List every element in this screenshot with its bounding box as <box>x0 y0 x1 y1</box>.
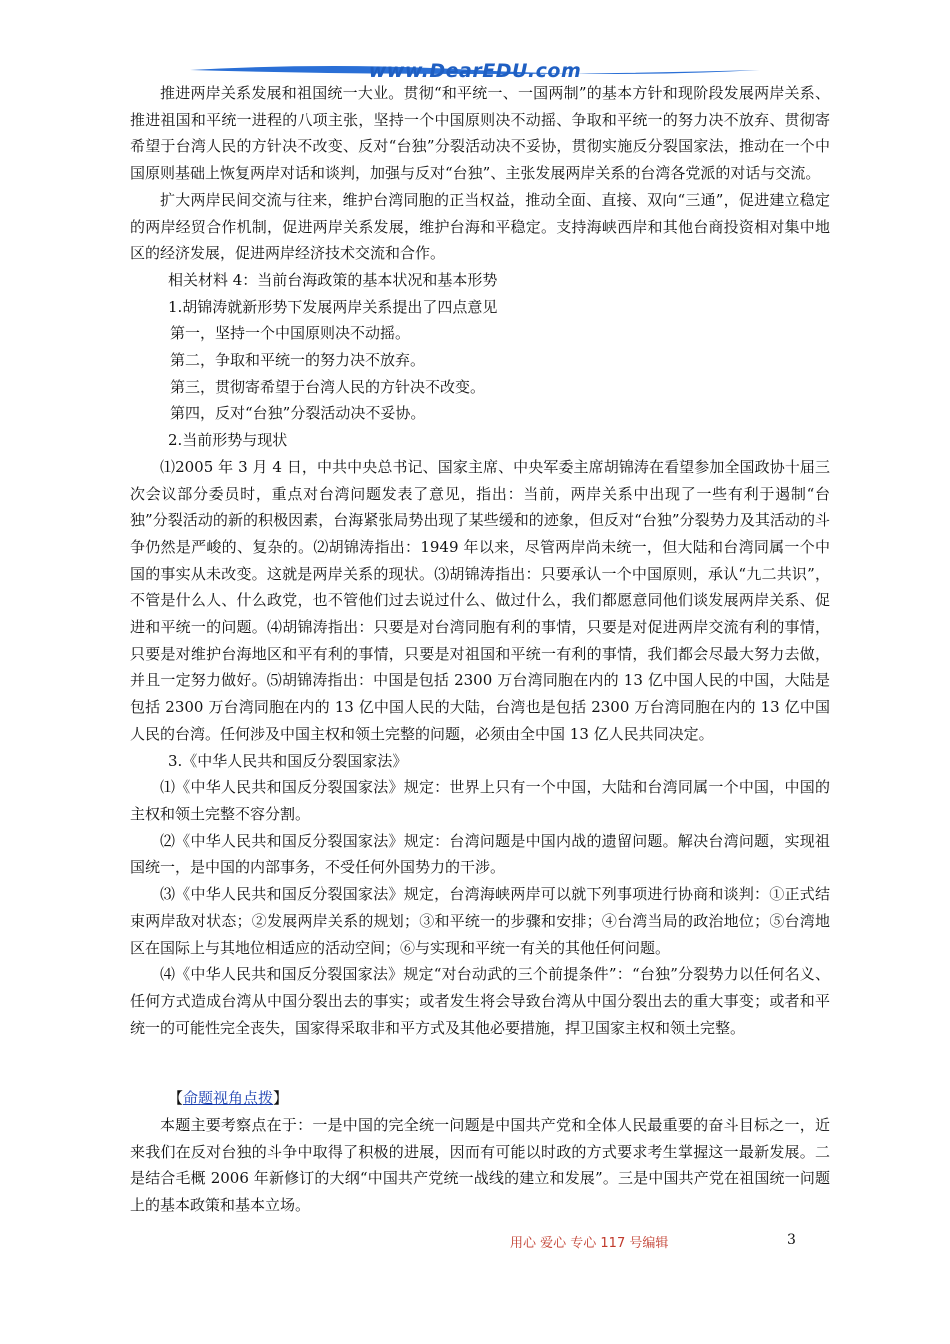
list-item: 第三，贯彻寄希望于台湾人民的方针决不改变。 <box>170 377 486 396</box>
paragraph: ⑴2005 年 3 月 4 日，中共中央总书记、国家主席、中央军委主席胡锦涛在看望参加全国政协十届三次会议部分委员时，重点对台湾问题发表了意见，指出：当前，两岸关系中出现了一些有利于遏制“台独”分裂活动的新的积极因素，台海紧张局势出现了某些缓和的迹象，但反对“台独”分裂势力及其活动的斗争仍然是严峻的、复杂的。⑵胡锦涛指出：1949 年以来，尽管两岸尚未统一，但大陆和台湾同属一个中国的事实从未改变。这就是两岸关系的现状。⑶胡锦涛指出：只要承认一个中国原则，承认“九二共识”，不管是什么人、什么政党，也不管他们过去说过什么、做过什么，我们都愿意同他们谈发展两岸关系、促进和平统一的问题。⑷胡锦涛指出：只要是对台湾同胞有利的事情，只要是对促进两岸交流有利的事情，只要是对维护台海地区和平有利的事情，只要是对祖国和平统一有利的事情，我们都会尽最大努力去做，并且一定努力做好。⑸胡锦涛指出：中国是包括 2300 万台湾同胞在内的 13 亿中国人民的中国，大陆是包括 2300 万台湾同胞在内的 13 亿中国人民的大陆，台湾也是包括 2300 万台湾同胞在内的 13 亿中国人民的台湾。任何涉及中国主权和领土完整的问题，必须由全中国 13 亿人民共同决定。 <box>130 457 830 743</box>
list-item: 第四，反对“台独”分裂活动决不妥协。 <box>170 404 426 423</box>
tip-heading <box>130 1085 830 1112</box>
subsection-heading: 1.胡锦涛就新形势下发展两岸关系提出了四点意见 <box>168 297 498 316</box>
paragraph: 推进两岸关系发展和祖国统一大业。贯彻“和平统一、一国两制”的基本方针和现阶段发展两岸关系、推进祖国和平统一进程的八项主张，坚持一个中国原则决不动摇、争取和平统一的努力决不放弃、贯彻寄希望于台湾人民的方针决不改变、反对“台独”分裂活动决不妥协，贯彻实施反分裂国家法，推动在一个中国原则基础上恢复两岸对话和谈判，加强与反对“台独”、主张发展两岸关系的台湾各党派的对话与交流。 <box>130 84 830 183</box>
paragraph: ⑶《中华人民共和国反分裂国家法》规定，台湾海峡两岸可以就下列事项进行协商和谈判：①正式结束两岸敌对状态；②发展两岸关系的规划；③和平统一的步骤和安排；④台湾当局的政治地位；⑤台湾地区在国际上与其地位相适应的活动空间；⑥与实现和平统一有关的其他任何问题。 <box>130 885 830 957</box>
bracket-close: 】 <box>273 1089 289 1108</box>
tip-paragraph: 本题主要考察点在于：一是中国的完全统一问题是中国共产党和全体人民最重要的奋斗目标之一，近来我们在反对台独的斗争中取得了积极的进展，因而有可能以时政的方式要求考生掌握这一最新发展。二是结合毛概 2006 年新修订的大纲“中国共产党统一战线的建立和发展”。三是中国共产党在祖国统一问题上的基本政策和基本立场。 <box>130 1116 830 1215</box>
document-body <box>130 80 830 1219</box>
list-item: 第一，坚持一个中国原则决不动摇。 <box>170 324 411 343</box>
tip-title-link[interactable]: 命题视角点拨 <box>183 1089 274 1108</box>
paragraph: 扩大两岸民间交流与往来，维护台湾同胞的正当权益，推动全面、直接、双向“三通”，促进建立稳定的两岸经贸合作机制，促进两岸关系发展，维护台海和平稳定。支持海峡西岸和其他台商投资相对集中地区的经济发展，促进两岸经济技术交流和合作。 <box>130 190 830 263</box>
footer-note: 用心 爱心 专心 117 号编辑 <box>510 1236 669 1251</box>
site-url[interactable]: www.DearEDU.com <box>368 60 582 82</box>
list-item: 第二，争取和平统一的努力决不放弃。 <box>170 351 426 370</box>
subsection-heading: 2.当前形势与现状 <box>168 431 288 450</box>
paragraph: ⑷《中华人民共和国反分裂国家法》规定“对台动武的三个前提条件”：“台独”分裂势力以任何名义、任何方式造成台湾从中国分裂出去的事实；或者发生将会导致台湾从中国分裂出去的重大事变；或者和平统一的可能性完全丧失，国家得采取非和平方式及其他必要措施，捍卫国家主权和领土完整。 <box>130 965 830 1037</box>
bracket-open: 【 <box>168 1089 184 1108</box>
section-heading: 相关材料 4：当前台海政策的基本状况和基本形势 <box>168 270 498 289</box>
page-number: 3 <box>787 1232 796 1248</box>
section-spacer <box>130 1041 830 1085</box>
paragraph: ⑴《中华人民共和国反分裂国家法》规定：世界上只有一个中国，大陆和台湾同属一个中国，中国的主权和领土完整不容分割。 <box>130 778 830 823</box>
subsection-heading: 3.《中华人民共和国反分裂国家法》 <box>168 751 408 770</box>
paragraph: ⑵《中华人民共和国反分裂国家法》规定：台湾问题是中国内战的遗留问题。解决台湾问题，实现祖国统一，是中国的内部事务，不受任何外国势力的干涉。 <box>130 831 830 877</box>
